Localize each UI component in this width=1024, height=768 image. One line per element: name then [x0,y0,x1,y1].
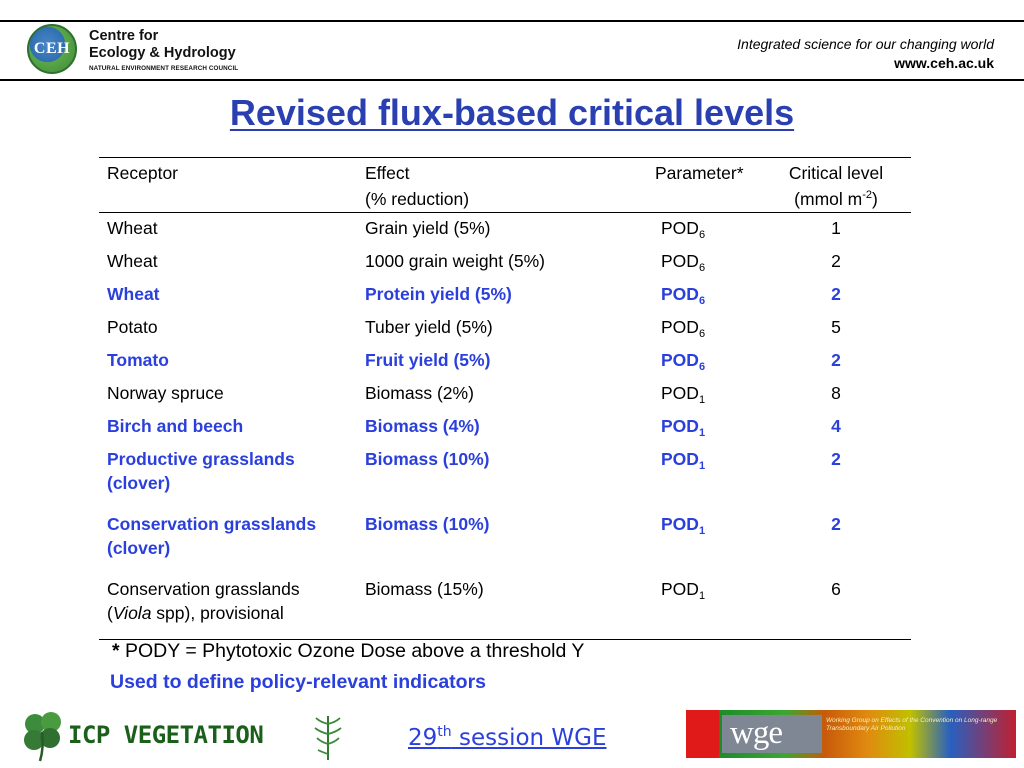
table-row-highlighted [99,345,911,378]
table-row [99,246,911,279]
cell-receptor: Wheat [107,284,160,304]
logo-line-2: Ecology & Hydrology [89,45,236,61]
table-row-highlighted [99,444,911,509]
ceh-logo[interactable] [27,24,272,78]
grass-icon [312,712,344,762]
header-receptor: Receptor [107,163,179,183]
table-row-highlighted [99,509,911,574]
cell-level: 2 [831,284,841,304]
cell-receptor: Potato [107,317,158,337]
header-parameter: Parameter* [655,163,744,183]
header-critical-level: Critical level (mmol $m^{-2}$) [788,163,884,209]
cell-parameter: $POD_6$ [661,218,706,241]
cell-level: 5 [831,317,841,337]
cell-level: 8 [831,383,841,403]
ceh-logo-badge [27,24,77,74]
cell-parameter: $POD_1$ [661,579,706,602]
footnote-policy: Used to define policy-relevant indicators [110,671,487,693]
cell-parameter: $POD_6$ [661,350,706,373]
cell-effect: Grain yield (5%) [365,218,491,238]
cell-level: 2 [831,514,841,534]
wge-banner [686,710,1016,758]
website-link[interactable]: www.ceh.ac.uk [894,55,994,71]
cell-receptor: Conservation grasslands (clover) [107,514,317,558]
cell-level: 4 [831,416,841,436]
header-effect: Effect (% reduction) [365,163,470,209]
tagline-text: Integrated science for our changing world [737,36,994,52]
slide-title: Revised flux-based critical levels [229,92,795,133]
cell-receptor: Birch and beech [107,416,244,436]
icp-vegetation-logo [20,708,360,764]
ceh-logo-badge-text: CEH [33,40,71,57]
header-bottom-rule [0,79,1024,81]
table-header-row [99,158,911,213]
cell-parameter: $POD_6$ [661,284,706,307]
cell-parameter: $POD_1$ [661,383,706,406]
cell-parameter: $POD_1$ [661,416,706,439]
cell-effect: 1000 grain weight (5%) [365,251,545,271]
cell-receptor: Tomato [107,350,169,370]
cell-effect: Tuber yield (5%) [365,317,493,337]
cell-receptor: Norway spruce [107,383,224,403]
icp-vegetation-label: ICP VEGETATION [68,721,264,749]
cell-receptor: Wheat [107,218,158,238]
table-row [99,378,911,411]
logo-line-3: NATURAL ENVIRONMENT RESEARCH COUNCIL [89,65,239,72]
cell-level: 2 [831,251,841,271]
table-row-highlighted [99,411,911,444]
table-row-highlighted [99,279,911,312]
clover-icon [20,708,66,762]
cell-effect: Biomass (4%) [365,416,480,436]
cell-receptor: Wheat [107,251,158,271]
cell-receptor: Conservation grasslands (Viola spp), provisional [107,579,300,623]
critical-levels-table [99,157,911,640]
header-tagline [737,36,994,71]
session-wge-link[interactable]: 29th session WGE [408,724,607,751]
cell-receptor: Productive grasslands (clover) [107,449,295,493]
cell-parameter: $POD_6$ [661,251,706,274]
cell-effect: Biomass (2%) [365,383,474,403]
footnote-pody: * PODY = Phytotoxic Ozone Dose above a threshold Y [112,640,585,662]
cell-parameter: $POD_1$ [661,449,706,472]
cell-effect: Biomass (15%) [365,579,484,599]
cell-effect: Biomass (10%) [365,449,490,469]
cell-level: 6 [831,579,841,599]
cell-parameter: $POD_6$ [661,317,706,340]
cell-level: 2 [831,449,841,469]
wge-description: Working Group on Effects of the Convention on Long-range Transboundary Air Pollution [826,717,998,732]
cell-effect: Fruit yield (5%) [365,350,491,370]
table-row [99,574,911,640]
header-top-rule [0,20,1024,22]
table-row [99,213,911,247]
cell-effect: Protein yield (5%) [365,284,512,304]
cell-level: 2 [831,350,841,370]
cell-parameter: $POD_1$ [661,514,706,537]
cell-level: 1 [831,218,841,238]
cell-effect: Biomass (10%) [365,514,490,534]
wge-logo-text: wge [730,715,782,751]
logo-line-1: Centre for [89,28,159,44]
table-row [99,312,911,345]
